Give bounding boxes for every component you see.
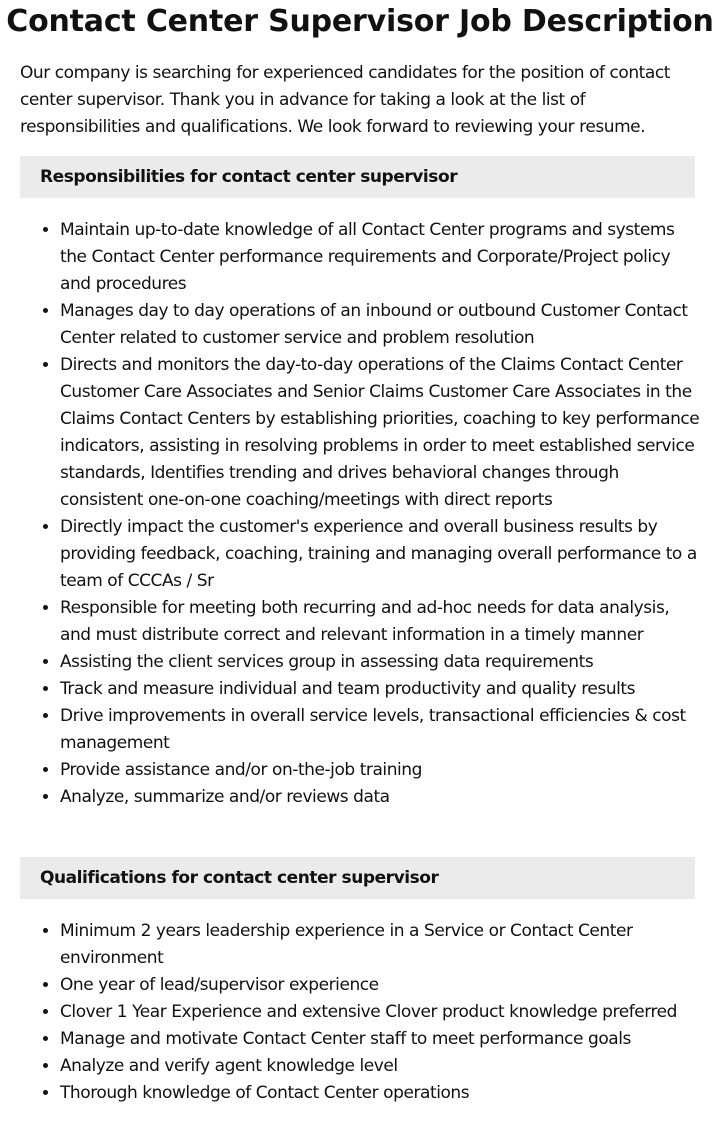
list-item: • Responsible for meeting both recurring and ad-hoc needs for data analysis, and must distribute correct and relevant information in a timely manner: [60, 595, 700, 649]
list-item: • Provide assistance and/or on-the-job training: [60, 757, 700, 784]
list-item: • Directs and monitors the day-to-day operations of the Claims Contact Center Customer Care Associates and Senior Claims Customer Care Associates in the Claims Contact Centers by establishing priorities, coaching to key performance indicators, assisting in resolving problems in order to meet established service standards, Identifies trending and drives behavioral changes through consistent one-on-one coaching/meetings with direct reports: [60, 352, 700, 514]
qualifications-heading: Qualifications for contact center supervisor: [20, 857, 695, 899]
list-item: • Manage and motivate Contact Center staff to meet performance goals: [60, 1026, 700, 1053]
list-item: • Manages day to day operations of an inbound or outbound Customer Contact Center related to customer service and problem resolution: [60, 298, 700, 352]
list-item: • Analyze and verify agent knowledge level: [60, 1053, 700, 1080]
list-item: • Drive improvements in overall service levels, transactional efficiencies & cost management: [60, 703, 700, 757]
list-item: • Maintain up-to-date knowledge of all Contact Center programs and systems the Contact Center performance requirements and Corporate/Project policy and procedures: [60, 217, 700, 298]
list-item: • Track and measure individual and team productivity and quality results: [60, 676, 700, 703]
list-item: • Analyze, summarize and/or reviews data: [60, 784, 700, 811]
list-item: • Thorough knowledge of Contact Center operations: [60, 1080, 700, 1107]
list-item: • Minimum 2 years leadership experience in a Service or Contact Center environment: [60, 918, 700, 972]
intro-paragraph: Our company is searching for experienced candidates for the position of contact center supervisor. Thank you in advance for taking a look at the list of responsibilities and qualifications. We look forward to reviewing your resume.: [20, 63, 670, 137]
responsibilities-heading: Responsibilities for contact center supervisor: [20, 156, 695, 198]
list-item: • One year of lead/supervisor experience: [60, 972, 700, 999]
list-item: • Assisting the client services group in assessing data requirements: [60, 649, 700, 676]
list-item: • Clover 1 Year Experience and extensive Clover product knowledge preferred: [60, 999, 700, 1026]
list-item: • Directly impact the customer's experience and overall business results by providing feedback, coaching, training and managing overall performance to a team of CCCAs / Sr: [60, 514, 700, 595]
qualifications-list: [20, 918, 700, 1107]
page-title: Contact Center Supervisor Job Description: [6, 4, 714, 39]
responsibilities-list: [20, 217, 700, 811]
